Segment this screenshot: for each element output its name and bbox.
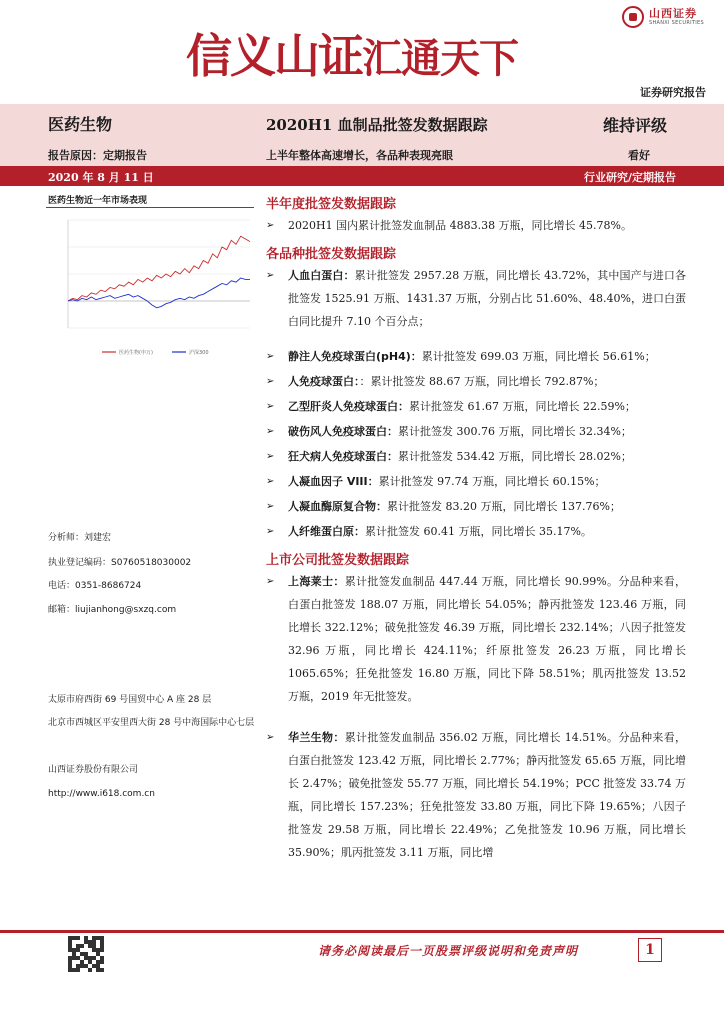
qr-module — [100, 960, 104, 964]
bullet-arrow-icon: ➢ — [266, 401, 275, 412]
company-item-label: 华兰生物： — [288, 731, 345, 744]
section-title-companies: 上市公司批签发数据跟踪 — [266, 553, 410, 568]
variety-item-body — [266, 495, 686, 518]
variety-item — [266, 345, 686, 368]
qr-module — [100, 948, 104, 952]
report-type: 证券研究报告 — [640, 86, 706, 99]
qr-module — [80, 952, 84, 956]
qr-module — [96, 948, 100, 952]
analyst-phone: 电话：0351-8686724 — [48, 581, 142, 591]
slogan — [186, 20, 518, 86]
qr-module — [92, 936, 96, 940]
analyst-email[interactable]: 邮箱：liujianhong@sxzq.com — [48, 605, 177, 615]
qr-module — [76, 956, 80, 960]
qr-module — [84, 936, 88, 940]
chart-rule — [46, 207, 254, 208]
qr-module — [68, 944, 72, 948]
company-item-body — [266, 726, 686, 864]
variety-item — [266, 495, 686, 518]
variety-item-label: 狂犬病人免疫球蛋白： — [288, 450, 398, 463]
logo-cn: 山西证券 — [649, 6, 697, 20]
sector-label: 医药生物 — [48, 115, 113, 134]
qr-module — [68, 960, 72, 964]
address-line2: 北京市西城区平安里西大街 28 号中海国际中心七层 — [48, 718, 255, 728]
qr-module — [68, 968, 72, 972]
variety-item-label: 人凝血因子 VIII： — [288, 475, 379, 488]
qr-module — [72, 956, 76, 960]
disclaimer-text: 请务必阅读最后一页股票评级说明和免责声明 — [318, 944, 579, 958]
qr-module — [88, 960, 92, 964]
report-date: 2020 年 8 月 11 日 — [48, 171, 154, 184]
report-reason: 报告原因：定期报告 — [48, 149, 147, 162]
qr-code-icon — [68, 936, 104, 972]
variety-item-body — [266, 345, 686, 368]
qr-module — [92, 944, 96, 948]
bullet-arrow-icon: ➢ — [266, 376, 275, 387]
qr-module — [88, 956, 92, 960]
variety-item-label: 人免疫球蛋白： — [288, 375, 360, 388]
variety-item-label: 人纤维蛋白原： — [288, 525, 365, 538]
qr-module — [68, 948, 72, 952]
address-line1: 太原市府西街 69 号国贸中心 A 座 28 层 — [48, 695, 212, 705]
variety-item — [266, 370, 686, 393]
report-subtitle: 上半年整体高速增长，各品种表现亮眼 — [266, 149, 453, 162]
qr-module — [92, 956, 96, 960]
bullet-arrow-icon: ➢ — [266, 351, 275, 362]
qr-module — [88, 940, 92, 944]
qr-module — [92, 940, 96, 944]
bullet-arrow-icon: ➢ — [266, 451, 275, 462]
qr-module — [84, 952, 88, 956]
market-performance-chart — [46, 210, 254, 366]
qr-module — [68, 964, 72, 968]
bullet-arrow-icon: ➢ — [266, 476, 275, 487]
variety-item — [266, 395, 686, 418]
qr-module — [100, 936, 104, 940]
qr-module — [96, 936, 100, 940]
logo-en: SHANXI SECURITIES — [649, 19, 704, 26]
qr-module — [100, 956, 104, 960]
qr-module — [96, 968, 100, 972]
variety-item-label: 静注人免疫球蛋白(pH4)： — [288, 350, 422, 363]
qr-module — [68, 940, 72, 944]
header-banner — [0, 0, 724, 104]
qr-module — [92, 948, 96, 952]
variety-item — [266, 445, 686, 468]
logo-icon — [622, 6, 644, 28]
company-item-text: 累计批签发血制品 447.44 万瓶，同比增长 90.99%。分品种来看，白蛋白批签发 188.07 万瓶，同比增长 54.05%；静丙批签发 123.46 万瓶，同比增长 322.12%；破免批签发 46.39 万瓶，同比增长 232.14%；八因子批签发 32.96 万瓶，同比增长 424.11%；纤原批签发 26.23 万瓶，同比增长 1065.65%；狂免批签发 16.80 万瓶，同比下降 58.51%；肌丙批签发 13.52 万瓶，2019 年无批签发。 — [288, 575, 687, 703]
bullet-arrow-icon: ➢ — [266, 732, 275, 743]
bullet-arrow-icon: ➢ — [266, 426, 275, 437]
qr-module — [76, 968, 80, 972]
variety-item-body — [266, 445, 686, 468]
variety-item — [266, 420, 686, 443]
variety-item-label: 破伤风人免疫球蛋白： — [288, 425, 398, 438]
slogan-part2: 汇通天下 — [362, 35, 518, 82]
chart-title: 医药生物近一年市场表现 — [48, 196, 148, 206]
qr-module — [72, 968, 76, 972]
qr-module — [72, 948, 76, 952]
qr-module — [68, 956, 72, 960]
qr-module — [84, 956, 88, 960]
section-title-varieties: 各品种批签发数据跟踪 — [266, 247, 397, 262]
variety-item-body — [266, 420, 686, 443]
qr-module — [92, 964, 96, 968]
variety-item-text: 累计批签发 97.74 万瓶，同比增长 60.15%； — [378, 475, 606, 488]
qr-module — [84, 940, 88, 944]
variety-item — [266, 264, 686, 333]
qr-module — [76, 964, 80, 968]
variety-item-label: 人血白蛋白： — [288, 269, 355, 282]
logo-text — [649, 8, 704, 27]
qr-module — [88, 944, 92, 948]
report-title: 2020H1 血制品批签发数据跟踪 — [266, 116, 488, 134]
chart-series-line-1 — [68, 278, 250, 308]
company-website[interactable]: http://www.i618.com.cn — [48, 789, 155, 799]
footer-rule — [0, 930, 724, 933]
variety-item-text: 累计批签发 61.67 万瓶，同比增长 22.59%； — [409, 400, 636, 413]
qr-module — [80, 964, 84, 968]
company-logo — [622, 6, 704, 28]
qr-module — [76, 936, 80, 940]
qr-module — [84, 964, 88, 968]
qr-module — [80, 944, 84, 948]
company-item-text: 累计批签发血制品 356.02 万瓶，同比增长 14.51%。分品种来看，白蛋白批签发 123.42 万瓶，同比增长 2.77%；静丙批签发 65.65 万瓶，同比增长 2.47%；破免批签发 55.77 万瓶，同比增长 54.19%；PCC 批签发 33.74 万瓶，同比增长 157.23%；狂免批签发 33.80 万瓶，同比下降 19.65%；八因子批签发 29.58 万瓶，同比增长 22.49%；乙免批签发 10.96 万瓶，同比增长 35.90%；肌丙批签发 3.11 万瓶，同比增 — [288, 731, 687, 859]
variety-item-body — [266, 395, 686, 418]
analyst-license: 执业登记编码：S0760518030002 — [48, 558, 192, 568]
company-item-label: 上海莱士： — [288, 575, 345, 588]
variety-item-body — [266, 520, 686, 543]
variety-item-body — [266, 264, 686, 333]
bullet-arrow-icon: ➢ — [266, 270, 275, 281]
chart-legend-label: 沪深300 — [189, 350, 209, 356]
analyst-name: 分析师：刘建宏 — [48, 533, 112, 543]
rating-label: 维持评级 — [603, 116, 668, 135]
qr-module — [68, 936, 72, 940]
slogan-part1: 信义山证 — [186, 29, 362, 83]
variety-item-label: 人凝血酶原复合物： — [288, 500, 387, 513]
report-category: 行业研究/定期报告 — [583, 171, 676, 184]
date-bar — [0, 166, 724, 186]
chart-series-line-0 — [68, 236, 250, 301]
variety-item — [266, 470, 686, 493]
company-item — [266, 570, 686, 708]
semiannual-text: 2020H1 国内累计批签发血制品 4883.38 万瓶，同比增长 45.78%。 — [288, 219, 633, 232]
qr-module — [76, 944, 80, 948]
qr-module — [100, 940, 104, 944]
outlook-label: 看好 — [628, 149, 650, 162]
semiannual-summary — [266, 214, 686, 237]
variety-item-body — [266, 470, 686, 493]
chart-legend-label: 医药生物(申万) — [119, 350, 153, 356]
variety-item-text: 累计批签发 699.03 万瓶，同比增长 56.61%； — [421, 350, 656, 363]
variety-item-body — [266, 370, 686, 393]
variety-item-label: 乙型肝炎人免疫球蛋白： — [288, 400, 409, 413]
company-name: 山西证券股份有限公司 — [48, 765, 139, 775]
qr-module — [100, 968, 104, 972]
variety-item-text: 累计批签发 300.76 万瓶，同比增长 32.34%； — [398, 425, 632, 438]
qr-module — [72, 936, 76, 940]
qr-module — [88, 968, 92, 972]
bullet-arrow-icon: ➢ — [266, 501, 275, 512]
qr-module — [72, 952, 76, 956]
qr-module — [80, 960, 84, 964]
bullet-arrow-icon: ➢ — [266, 526, 275, 537]
variety-item — [266, 520, 686, 543]
variety-item-text: 累计批签发 83.20 万瓶，同比增长 137.76%； — [387, 500, 621, 513]
company-item-body — [266, 570, 686, 708]
qr-module — [96, 952, 100, 956]
bullet-arrow-icon: ➢ — [266, 220, 275, 231]
variety-item-text: 累计批签发 534.42 万瓶，同比增长 28.02%； — [398, 450, 632, 463]
company-item — [266, 726, 686, 864]
variety-item-text: 累计批签发 60.41 万瓶，同比增长 35.17%。 — [365, 525, 592, 538]
qr-module — [76, 948, 80, 952]
variety-item-text: 累计批签发 2957.28 万瓶，同比增长 43.72%，其中国产与进口各批签发 1525.91 万瓶、1431.37 万瓶，分别占比 51.60%、48.40%，进口白蛋白同比提升 7.10 个百分点； — [288, 269, 687, 328]
page-number: 1 — [638, 938, 662, 962]
qr-module — [100, 944, 104, 948]
bullet-arrow-icon: ➢ — [266, 576, 275, 587]
variety-item-text: ：累计批签发 88.67 万瓶，同比增长 792.87%； — [359, 375, 605, 388]
qr-module — [96, 964, 100, 968]
qr-module — [96, 960, 100, 964]
section-title-semiannual: 半年度批签发数据跟踪 — [266, 197, 397, 212]
